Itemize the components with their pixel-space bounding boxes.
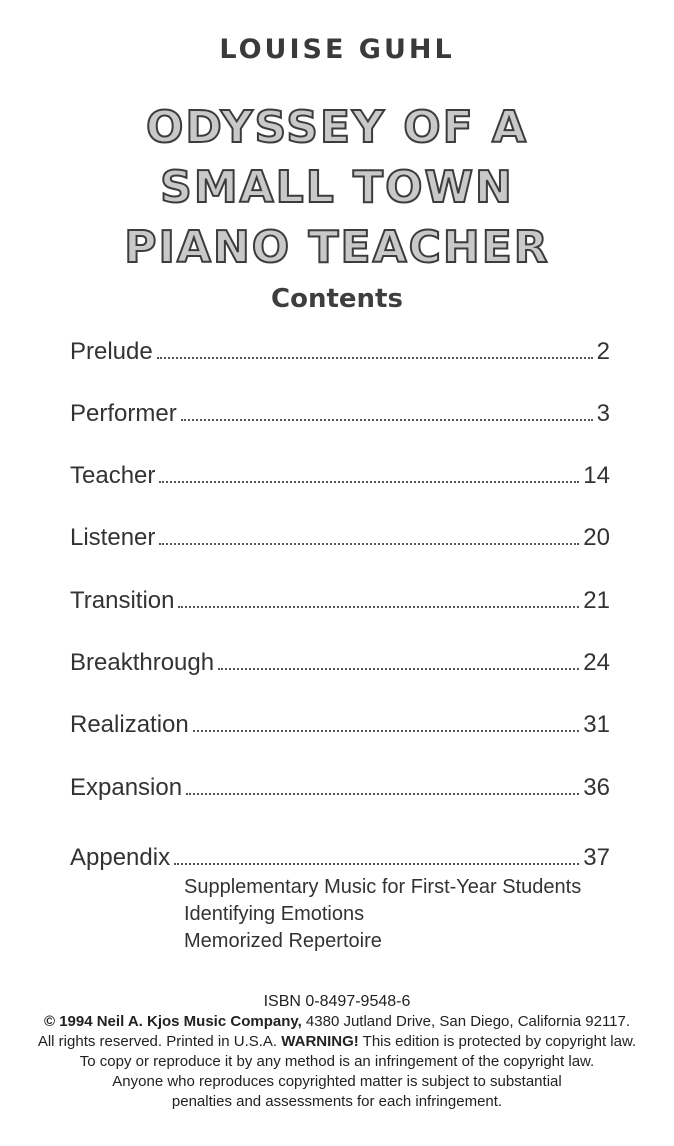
legal-line-3: To copy or reproduce it by any method is an infringement of the copyright law. — [79, 1053, 595, 1070]
toc-label: Performer — [70, 400, 177, 427]
toc-label: Expansion — [70, 774, 183, 801]
author-name: LOUISE GUHL — [219, 34, 455, 65]
toc-leader — [159, 543, 579, 545]
toc-page-number: 2 — [596, 338, 610, 365]
toc-page-number: 21 — [583, 587, 610, 614]
toc-leader — [159, 481, 579, 483]
title-line-1: ODYSSEY OF A — [145, 102, 529, 153]
publisher-address: 4380 Jutland Drive, San Diego, California 92117. — [301, 1013, 631, 1030]
toc-entry-teacher — [70, 456, 610, 490]
toc-label: Transition — [70, 587, 175, 614]
toc-entry-listener — [70, 518, 610, 552]
rights-line — [0, 1032, 674, 1052]
toc-page-number: 14 — [583, 462, 610, 489]
toc-label: Teacher — [70, 462, 156, 489]
legal-line-4: Anyone who reproduces copyrighted matter is subject to substantial — [112, 1073, 562, 1090]
warning-text: This edition is protected by copyright law. — [358, 1033, 637, 1050]
toc-entry-breakthrough — [70, 643, 610, 677]
toc-leader — [174, 863, 579, 865]
toc-label: Appendix — [70, 844, 171, 871]
toc-entry-prelude — [70, 332, 610, 366]
toc-leader — [178, 606, 579, 608]
toc-label: Listener — [70, 524, 156, 551]
toc-leader — [157, 357, 593, 359]
appendix-item: Supplementary Music for First-Year Students — [184, 876, 582, 898]
book-title — [0, 98, 674, 278]
appendix-item: Memorized Repertoire — [184, 930, 382, 952]
copyright-footer — [0, 992, 674, 1112]
toc-leader — [181, 419, 593, 421]
toc-page-number: 36 — [583, 774, 610, 801]
toc-leader — [193, 730, 580, 732]
toc-page-number: 31 — [583, 711, 610, 738]
toc-page-number: 3 — [596, 400, 610, 427]
toc-entry-performer — [70, 394, 610, 428]
toc-entry-realization — [70, 705, 610, 739]
isbn: ISBN 0-8497-9548-6 — [263, 993, 411, 1010]
toc-leader — [186, 793, 579, 795]
toc-entry-transition — [70, 581, 610, 615]
toc-label: Breakthrough — [70, 649, 215, 676]
copyright-holder: © 1994 Neil A. Kjos Music Company, — [43, 1013, 302, 1030]
rights-text: All rights reserved. Printed in U.S.A. — [37, 1033, 282, 1050]
toc-entry-expansion — [70, 768, 610, 802]
title-line-3: PIANO TEACHER — [124, 222, 550, 273]
toc-page-number: 24 — [583, 649, 610, 676]
toc-label: Prelude — [70, 338, 153, 365]
warning-label: WARNING! — [281, 1033, 359, 1050]
appendix-subitems — [184, 874, 581, 955]
toc-leader — [218, 668, 579, 670]
toc-page-number: 20 — [583, 524, 610, 551]
toc-label: Realization — [70, 711, 189, 738]
toc-page-number: 37 — [583, 844, 610, 871]
legal-line-5: penalties and assessments for each infringement. — [171, 1093, 503, 1110]
copyright-line — [0, 1012, 674, 1032]
appendix-item: Identifying Emotions — [184, 903, 365, 925]
toc-entry-appendix — [70, 838, 610, 872]
title-line-2: SMALL TOWN — [160, 162, 514, 213]
contents-heading: Contents — [271, 284, 403, 314]
